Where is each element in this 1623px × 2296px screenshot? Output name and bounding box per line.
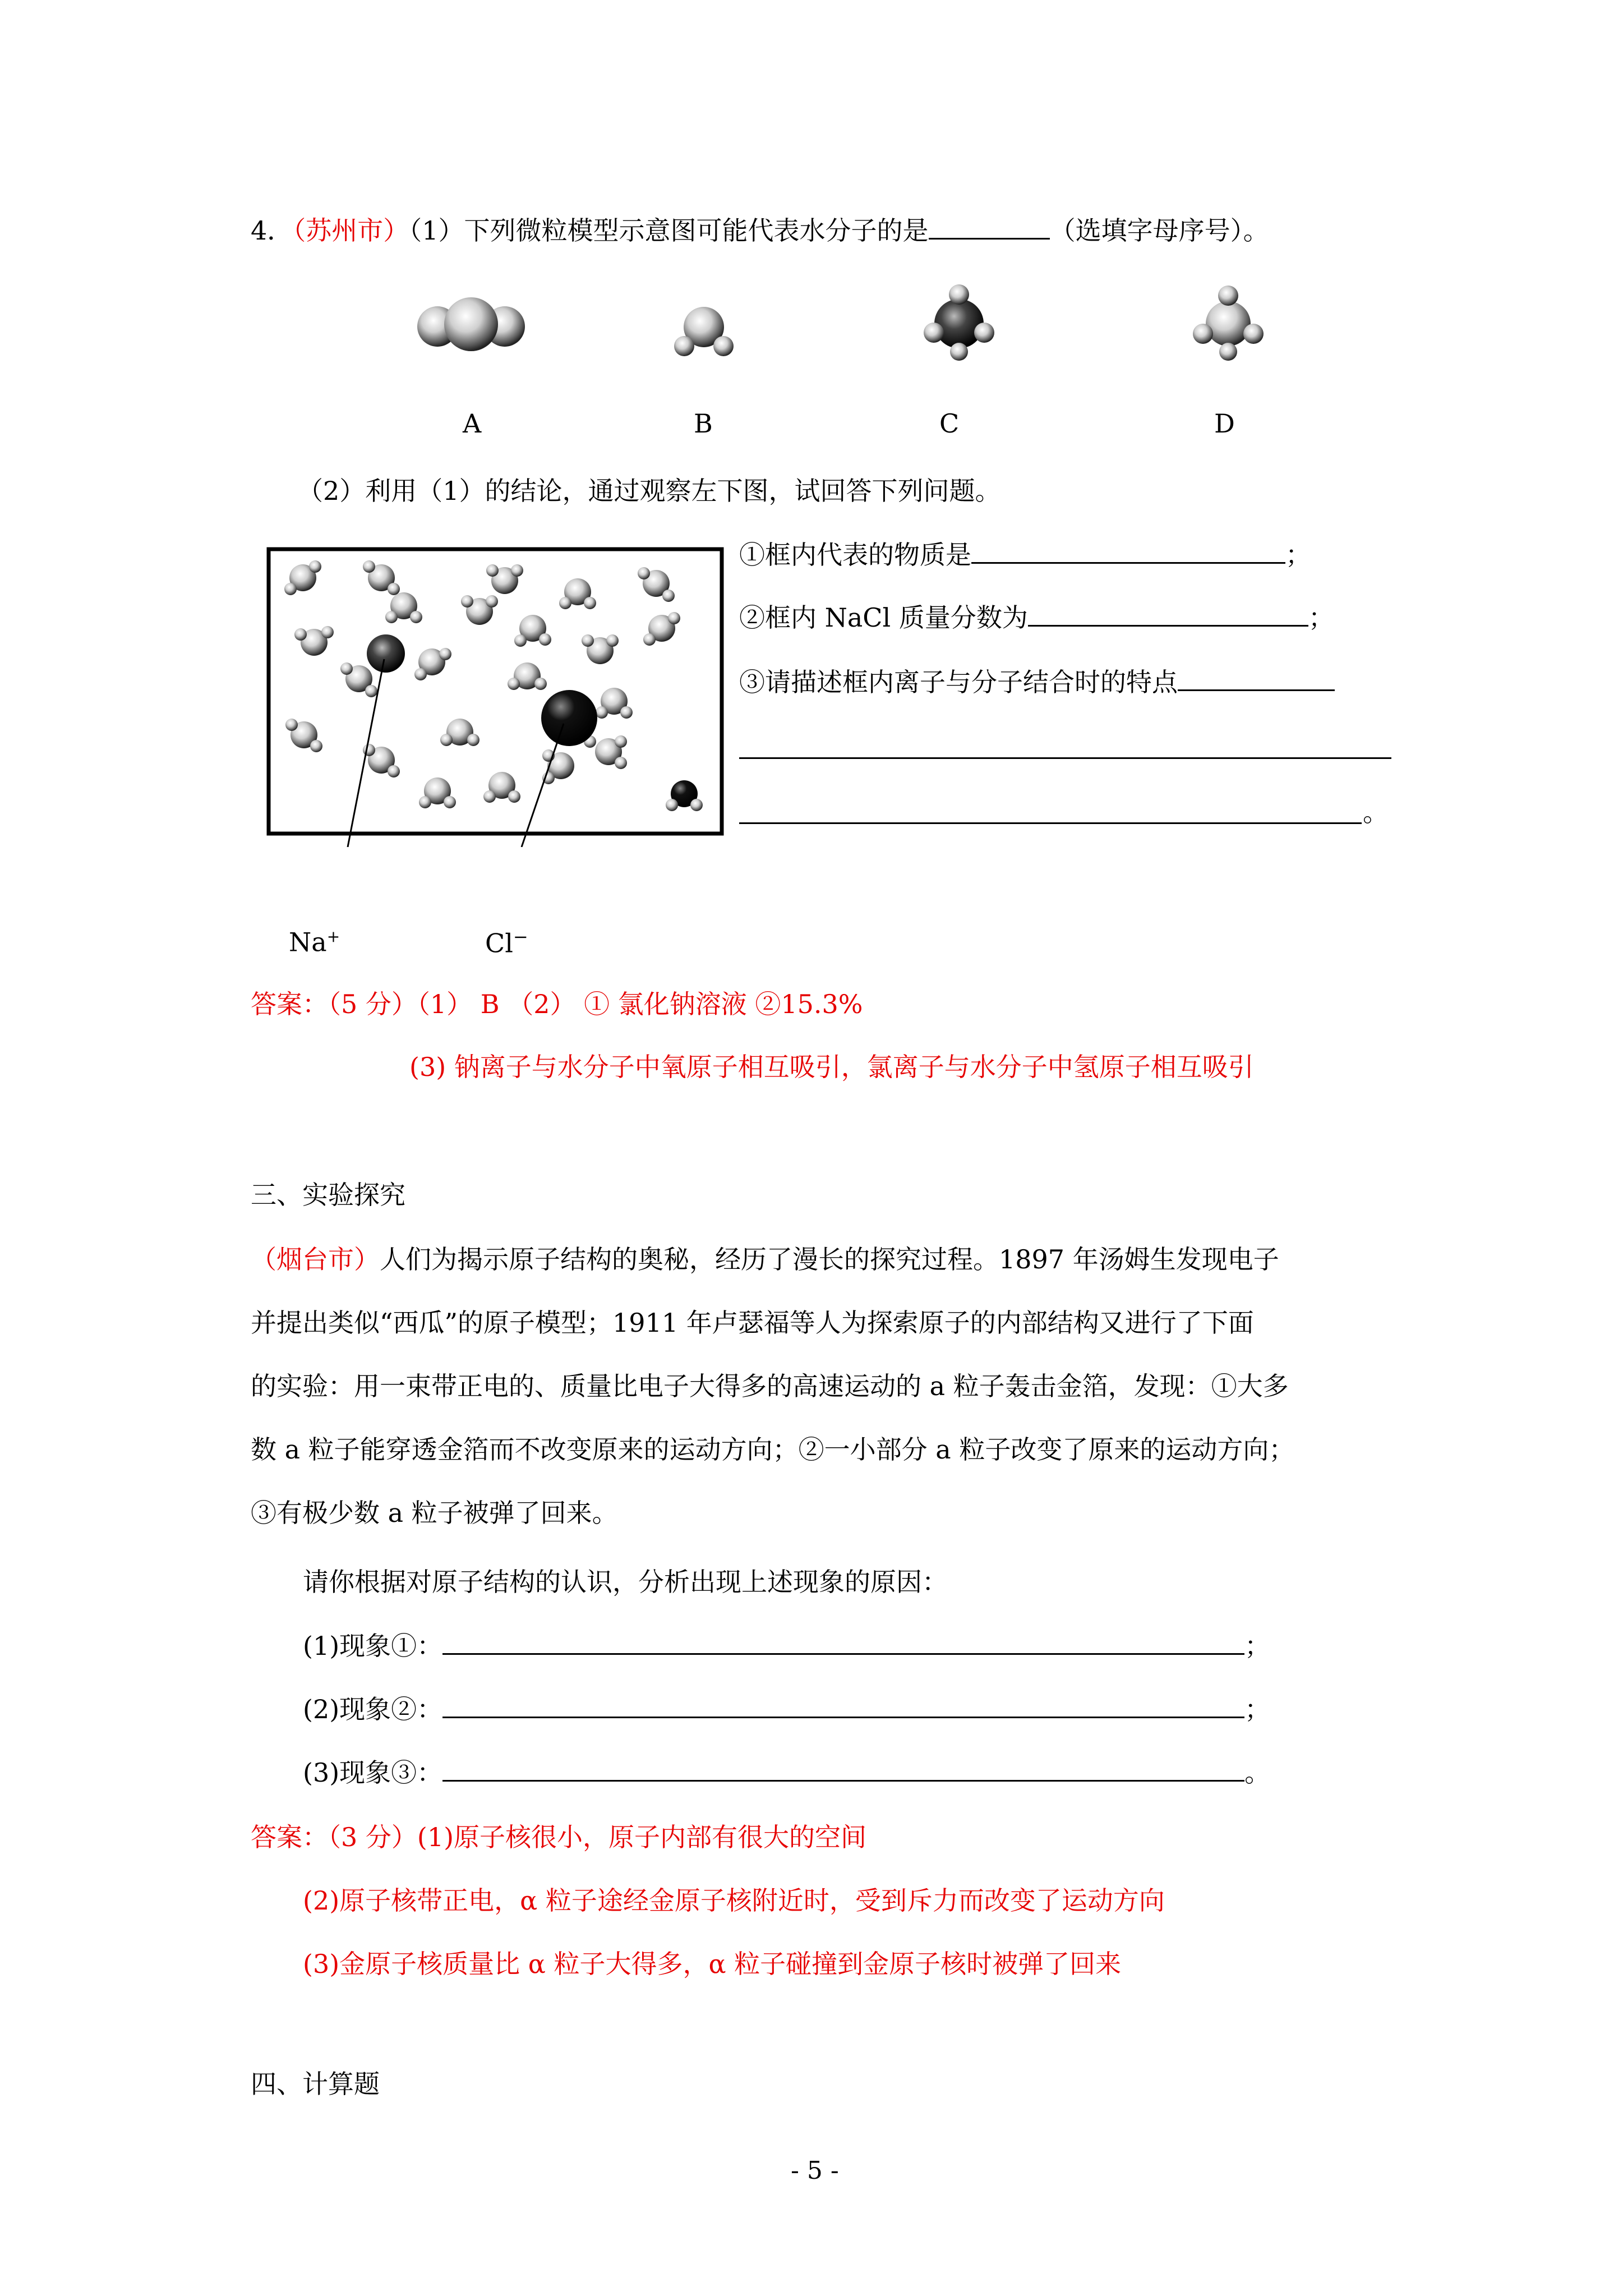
answer-blank-phenomenon-1[interactable] <box>442 1628 1244 1655</box>
phenomenon-2: (2)现象②： ； <box>303 1692 1270 1726</box>
page-number: - 5 - <box>791 2156 839 2185</box>
answer-blank-feature-2[interactable] <box>739 757 1391 759</box>
question-source: （苏州市） <box>293 215 409 246</box>
section-3-para-line-4: 数 a 粒子能穿透金箔而不改变原来的运动方向；②一小部分 a 粒子改变了原来的运动方向； <box>251 1434 1295 1465</box>
sub-question-3-tail: 。 <box>1363 797 1389 827</box>
section-3-prompt: 请你根据对原子结构的认识，分析出现上述现象的原因： <box>303 1567 948 1597</box>
phenomenon-3: (3)现象③： 。 <box>303 1755 1270 1789</box>
answer-blank-substance[interactable] <box>971 537 1285 564</box>
s3-answer-line-2: (2)原子核带正电，α 粒子途经金原子核附近时，受到斥力而改变了运动方向 <box>303 1885 1165 1916</box>
question-4-line <box>251 213 1269 247</box>
section-3-para-line-2: 并提出类似“西瓜”的原子模型；1911 年卢瑟福等人为探索原子的内部结构又进行了下面 <box>251 1308 1254 1338</box>
question-part1-tail: （选填字母序号）。 <box>1049 215 1269 246</box>
answer-blank-phenomenon-3[interactable] <box>442 1755 1244 1782</box>
answer-blank-feature-1[interactable] <box>1178 665 1335 691</box>
phenomenon-1: (1)现象①： ； <box>303 1628 1270 1663</box>
question-part1-text: （1）下列微粒模型示意图可能代表水分子的是 <box>409 215 929 246</box>
molecule-model-c <box>920 283 998 362</box>
s3-answer-line-3: (3)金原子核质量比 α 粒子大得多，α 粒子碰撞到金原子核时被弹了回来 <box>303 1949 1122 1979</box>
molecule-model-a <box>415 292 527 359</box>
chloride-ion <box>541 690 597 746</box>
answer-blank-mass-fraction[interactable] <box>1028 600 1308 627</box>
section-3-para-line-5: ③有极少数 a 粒子被弹了回来。 <box>251 1498 618 1528</box>
nacl-solution-diagram <box>264 544 735 847</box>
section-3-para-line-3: 的实验：用一束带正电的、质量比电子大得多的高速运动的 a 粒子轰击金箔，发现：①大多 <box>251 1371 1289 1401</box>
s3-answer-line-1: 答案：（3 分）(1)原子核很小，原子内部有很大的空间 <box>251 1822 867 1852</box>
question-part2-text: （2）利用（1）的结论，通过观察左下图，试回答下列问题。 <box>297 476 1001 506</box>
sub-question-2: ②框内 NaCl 质量分数为 ； <box>739 600 1334 634</box>
section-3-heading: 三、实验探究 <box>251 1180 405 1210</box>
answer-blank-1[interactable] <box>929 213 1050 240</box>
option-label-a: A <box>463 408 482 439</box>
q4-answer-line-1: 答案：（5 分）（1） B （2） ① 氯化钠溶液 ②15.3% <box>251 989 863 1019</box>
sodium-ion-label: Na+ <box>289 927 340 958</box>
option-label-d: D <box>1214 408 1235 439</box>
section-3-para-line-1: （烟台市）人们为揭示原子结构的奥秘，经历了漫长的探究过程。1897 年汤姆生发现电子 <box>251 1244 1279 1274</box>
answer-blank-phenomenon-2[interactable] <box>442 1692 1244 1718</box>
sub-question-1: ①框内代表的物质是 ； <box>739 537 1311 572</box>
sub-question-3: ③请描述框内离子与分子结合时的特点 <box>739 665 1335 699</box>
answer-blank-feature-3[interactable] <box>739 822 1362 824</box>
molecule-model-d <box>1189 283 1267 362</box>
sodium-ion <box>367 634 405 673</box>
question-number: 4． <box>251 215 293 246</box>
section-4-heading: 四、计算题 <box>251 2069 380 2099</box>
chloride-ion-label: Cl− <box>485 926 528 959</box>
option-label-b: B <box>694 408 713 439</box>
q4-answer-line-2: (3) 钠离子与水分子中氧原子相互吸引，氯离子与水分子中氢原子相互吸引 <box>409 1052 1254 1082</box>
option-label-c: C <box>939 408 960 439</box>
section-3-source: （烟台市） <box>251 1244 380 1274</box>
molecule-model-b <box>670 300 737 362</box>
